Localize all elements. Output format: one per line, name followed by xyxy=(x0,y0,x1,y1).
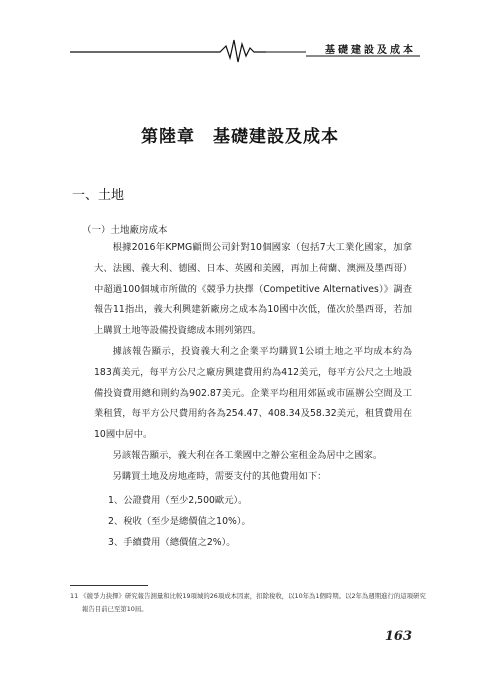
paragraph-1: 根據2016年KPMG顧問公司針對10個國家（包括7大工業化國家，加拿大、法國、義大利、德國、日本、英國和美國，再加上荷蘭、澳洲及墨西哥）中超過100個城市所做的《競爭力抉擇（Competitive Alternatives）》調查報告11指出，義大利興建新廠房之成本為10國中次低，僅次於墨西哥，若加上購買土地等設備投資總成本則列第四。 xyxy=(94,242,412,337)
header-title: 基礎建設及成本 xyxy=(325,45,416,56)
paragraph-4: 另購買土地及房地產時，需要支付的其他費用如下： xyxy=(112,471,327,482)
list-item: 3、手續費用（總價值之2%）。 xyxy=(108,537,236,548)
subsection-title: （一）土地廠房成本 xyxy=(82,225,168,236)
list-item: 2、稅收（至少是總價值之10%）。 xyxy=(108,516,251,527)
running-header xyxy=(70,36,420,64)
page-number: 163 xyxy=(384,629,412,644)
footnote-divider xyxy=(70,585,148,586)
section-title: 一、土地 xyxy=(72,188,125,203)
chapter-title: 第陸章 基礎建設及成本 xyxy=(141,127,339,147)
footnote: 11 《競爭力抉擇》研究報告測量和比較19項城的26項成本因素，扣除稅收，以10年為1個時期。以2年為週期進行的這項研究報告目前已至第10屆。 xyxy=(70,592,426,613)
paragraph-2: 據該報告顯示，投資義大利之企業平均購買1公頃土地之平均成本約為183萬美元，每平方公尺之廠房興建費用約為412美元，每平方公尺之土地設備投資費用總和則約為902.87美元。企業平均租用郊區或市區辦公空間及工業租賃，每平方公尺費用約各為254.47、408.34及58.32美元，租賃費用在10國中居中。 xyxy=(94,346,412,441)
list-item: 1、公證費用（至少2,500歐元）。 xyxy=(108,495,248,506)
paragraph-3: 另該報告顯示，義大利在各工業國中之辦公室租金為居中之國家。 xyxy=(112,450,383,461)
